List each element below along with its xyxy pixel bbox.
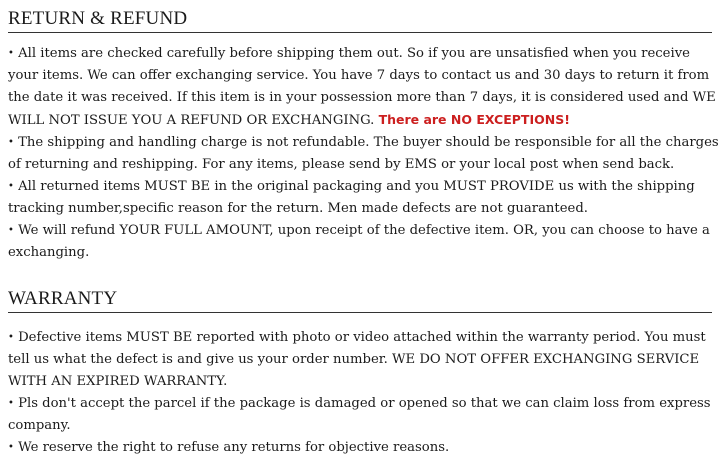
return-item-1 bbox=[8, 43, 720, 132]
bullet-icon: • bbox=[8, 442, 14, 453]
return-item-3-text: All returned items MUST BE in the original packaging and you MUST PROVIDE us with the shipping tracking number,specific reason for the return. Men made defects are not guaranteed. bbox=[8, 179, 695, 216]
warranty-item-1-text: Defective items MUST BE reported with photo or video attached within the warranty period. You must tell us what the defect is and give us your order number. WE DO NOT OFFER EXCHANGING SERVICE WITH AN EXPIRED WARRANTY. bbox=[8, 330, 706, 389]
warranty-item-2-text: Pls don't accept the parcel if the package is damaged or opened so that we can claim loss from express company. bbox=[8, 396, 711, 433]
warranty-item-3-text: We reserve the right to refuse any returns for objective reasons. bbox=[18, 440, 450, 455]
warranty-item-1 bbox=[8, 327, 720, 393]
bullet-icon: • bbox=[8, 48, 14, 59]
bullet-icon: • bbox=[8, 398, 14, 409]
no-exceptions-notice: There are NO EXCEPTIONS! bbox=[378, 112, 570, 127]
return-refund-heading: RETURN & REFUND bbox=[8, 8, 712, 33]
warranty-section bbox=[8, 288, 720, 459]
warranty-heading: WARRANTY bbox=[8, 288, 712, 313]
return-refund-section bbox=[8, 8, 720, 264]
return-item-4-text: We will refund YOUR FULL AMOUNT, upon receipt of the defective item. OR, you can choose to have a exchanging. bbox=[8, 223, 710, 260]
bullet-icon: • bbox=[8, 181, 14, 192]
return-item-4 bbox=[8, 220, 720, 264]
return-item-2 bbox=[8, 132, 720, 176]
return-item-3 bbox=[8, 176, 720, 220]
warranty-item-2 bbox=[8, 393, 720, 437]
return-item-2-text: The shipping and handling charge is not refundable. The buyer should be responsible for all the charges of returning and reshipping. For any items, please send by EMS or your local post when send back. bbox=[8, 135, 719, 172]
return-item-1-text: All items are checked carefully before shipping them out. So if you are unsatisfied when you receive your items. We can offer exchanging service. You have 7 days to contact us and 30 days to return it from the date it was received. If this item is in your possession more than 7 days, it is considered used and WE WILL NOT ISSUE YOU A REFUND OR EXCHANGING. bbox=[8, 46, 716, 128]
bullet-icon: • bbox=[8, 225, 14, 236]
bullet-icon: • bbox=[8, 137, 14, 148]
warranty-item-3 bbox=[8, 437, 720, 459]
bullet-icon: • bbox=[8, 332, 14, 343]
